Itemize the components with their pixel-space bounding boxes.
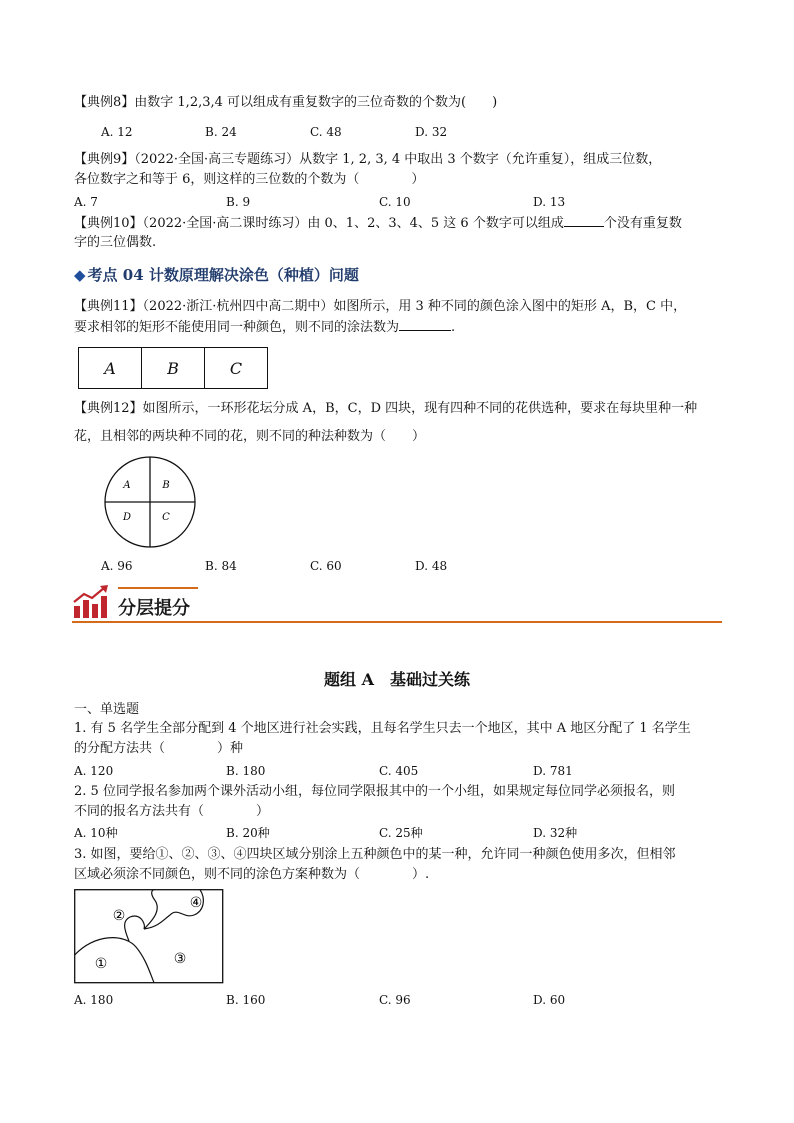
rect-cell-b: B	[142, 348, 205, 388]
rect-cell-a: A	[79, 348, 142, 388]
option-b: B. 180	[226, 764, 266, 778]
region-4-label: ④	[189, 895, 203, 911]
example-11-tag: 【典例11】	[74, 299, 143, 314]
growth-chart-icon	[72, 584, 112, 620]
example-9-line1	[74, 151, 661, 169]
quadrant-b: B	[162, 480, 170, 491]
option-a: A. 10种	[74, 826, 118, 840]
region-3-label: ③	[173, 951, 187, 967]
example-8-tag: 【典例8】	[74, 95, 135, 110]
example-8-text: 由数字 1,2,3,4 可以组成有重复数字的三位奇数的个数为( )	[134, 95, 498, 110]
question-3-line2: 区域必须涂不同颜色，则不同的涂色方案种数为（ ）.	[74, 867, 430, 882]
option-c: C. 25种	[379, 826, 423, 840]
section-banner-title: 分层提分	[118, 598, 190, 619]
option-b: B. 9	[226, 195, 251, 209]
option-c: C. 405	[379, 764, 419, 778]
question-2-line2: 不同的报名方法共有（ ）	[74, 804, 270, 819]
option-d: D. 60	[533, 993, 566, 1007]
circle-flowerbed-figure	[102, 454, 198, 550]
example-11-line2	[74, 318, 455, 337]
section-banner	[72, 584, 722, 624]
question-2-line1: 2. 5 位同学报名参加两个课外活动小组，每位同学限报其中的一个小组，如果规定每位同学必须报名，则	[74, 784, 675, 799]
option-c: C. 60	[310, 559, 342, 573]
option-a: A. 96	[101, 559, 133, 573]
example-10-line2: 字的三位偶数.	[74, 235, 157, 250]
option-a: A. 120	[74, 764, 114, 778]
option-a: A. 12	[101, 125, 133, 139]
answer-blank	[564, 214, 604, 227]
option-c: C. 10	[379, 195, 411, 209]
section-heading	[74, 264, 359, 285]
region-boundary-2	[125, 890, 158, 941]
example-11-text2: 要求相邻的矩形不能使用同一种颜色，则不同的涂法数为	[74, 320, 400, 335]
rectangle-abc-figure	[78, 347, 268, 389]
example-11-line1	[74, 298, 686, 316]
banner-top-accent	[118, 587, 198, 589]
banner-underline	[72, 621, 722, 623]
option-a: A. 180	[74, 993, 114, 1007]
example-12-text1: 如图所示，一环形花坛分成 A，B，C，D 四块，现有四种不同的花供选种，要求在每块里种一种	[142, 401, 698, 416]
diamond-icon: ◆	[74, 266, 86, 284]
option-d: D. 48	[415, 559, 448, 573]
example-11-text2-end: .	[451, 320, 456, 335]
option-c: C. 96	[379, 993, 411, 1007]
region-boundary-1	[75, 938, 154, 983]
example-10-text1: （2022·全国·高二课时练习）由 0、1、2、3、4、5 这 6 个数字可以组成	[142, 216, 564, 231]
example-9-line2: 各位数字之和等于 6，则这样的三位数的个数为（ ）	[74, 172, 425, 187]
option-d: D. 32种	[533, 826, 578, 840]
question-1-line2: 的分配方法共（ ）种	[74, 741, 244, 756]
example-10-tag: 【典例10】	[74, 216, 143, 231]
example-10-line1	[74, 214, 682, 233]
option-d: D. 32	[415, 125, 448, 139]
option-b: B. 20种	[226, 826, 270, 840]
option-d: D. 781	[533, 764, 573, 778]
option-b: B. 160	[226, 993, 266, 1007]
option-b: B. 84	[205, 559, 237, 573]
single-choice-label: 一、单选题	[74, 702, 140, 717]
option-b: B. 24	[205, 125, 237, 139]
quadrant-c: C	[162, 512, 170, 523]
section-heading-text: 考点 04 计数原理解决涂色（种植）问题	[87, 266, 359, 284]
answer-blank	[399, 318, 451, 331]
rect-cell-c: C	[229, 358, 243, 378]
question-1-line1: 1. 有 5 名学生全部分配到 4 个地区进行社会实践，且每名学生只去一个地区，其中 A 地区分配了 1 名学生	[74, 721, 691, 736]
example-9-text1: （2022·全国·高三专题练习）从数字 1, 2, 3, 4 中取出 3 个数字（允许重复），组成三位数，	[134, 152, 662, 167]
example-8-question	[74, 94, 497, 112]
example-9-tag: 【典例9】	[74, 152, 135, 167]
quadrant-a: A	[123, 480, 131, 491]
example-12-line1	[74, 400, 697, 418]
region-1-label: ①	[94, 956, 108, 972]
option-a: A. 7	[74, 195, 98, 209]
option-d: D. 13	[533, 195, 566, 209]
quadrant-d: D	[122, 512, 132, 523]
four-region-map-figure	[74, 889, 224, 984]
question-3-line1: 3. 如图，要给①、②、③、④四块区域分别涂上五种颜色中的某一种，允许同一种颜色使用多次，但相邻	[74, 847, 676, 862]
option-c: C. 48	[310, 125, 342, 139]
region-2-label: ②	[112, 908, 126, 924]
group-title: 题组 A 基础过关练	[324, 670, 470, 689]
example-12-line2: 花，且相邻的两块种不同的花，则不同的种法种数为（ ）	[74, 429, 426, 444]
example-10-text1b: 个没有重复数	[603, 216, 682, 231]
example-11-text1: （2022·浙江·杭州四中高二期中）如图所示，用 3 种不同的颜色涂入图中的矩形 A，B，C 中，	[142, 299, 687, 314]
example-12-tag: 【典例12】	[74, 401, 143, 416]
